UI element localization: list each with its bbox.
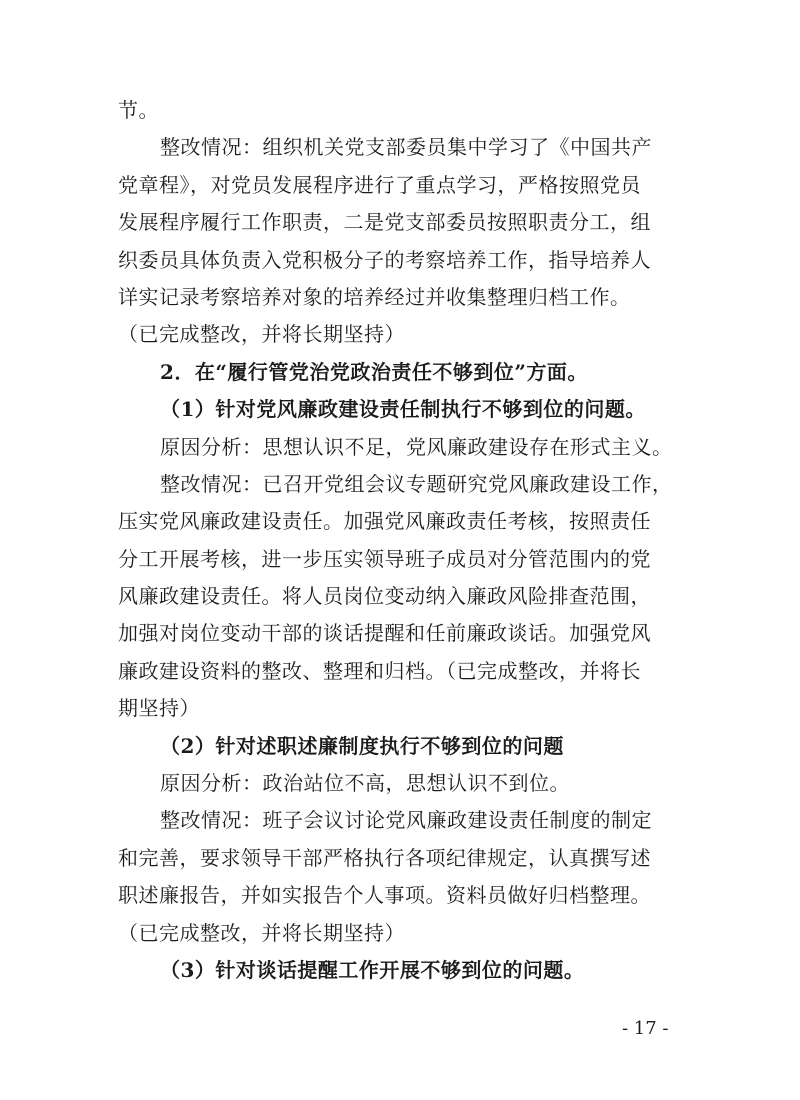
paragraph-line: 整改情况：已召开党组会议专题研究党风廉政建设工作， <box>160 471 673 496</box>
subsection-heading: （1）针对党风廉政建设责任制执行不够到位的问题。 <box>160 397 646 422</box>
paragraph-line: 整改情况：班子会议讨论党风廉政建设责任制度的制定 <box>160 808 652 833</box>
subsection-heading: （3）针对谈话提醒工作开展不够到位的问题。 <box>160 957 585 982</box>
paragraph-line: 整改情况：组织机关党支部委员集中学习了《中国共产 <box>160 135 652 160</box>
paragraph-line: 和完善，要求领导干部严格执行各项纪律规定，认真撰写述 <box>118 845 651 870</box>
paragraph-line: 发展程序履行工作职责，二是党支部委员按照职责分工，组 <box>118 210 651 235</box>
paragraph-line: 期坚持） <box>118 696 200 721</box>
section-heading: 2．在“履行管党治党政治责任不够到位”方面。 <box>160 359 588 384</box>
paragraph-line: 压实党风廉政建设责任。加强党风廉政责任考核，按照责任 <box>118 509 651 534</box>
paragraph-line: 党章程》，对党员发展程序进行了重点学习，严格按照党员 <box>118 172 641 197</box>
paragraph-line: 节。 <box>118 98 159 122</box>
page-number: - 17 - <box>622 1018 669 1039</box>
paragraph-line: （已完成整改，并将长期坚持） <box>118 920 405 945</box>
paragraph-line: 原因分析：思想认识不足，党风廉政建设存在形式主义。 <box>160 434 673 459</box>
paragraph-line: 职述廉报告，并如实报告个人事项。资料员做好归档整理。 <box>118 883 651 908</box>
paragraph-line: 分工开展考核，进一步压实领导班子成员对分管范围内的党 <box>118 546 651 571</box>
paragraph-line: （已完成整改，并将长期坚持） <box>118 322 405 347</box>
paragraph-line: 廉政建设资料的整改、整理和归档。（已完成整改，并将长 <box>118 658 641 683</box>
subsection-heading: （2）针对述职述廉制度执行不够到位的问题 <box>160 733 564 758</box>
paragraph-line: 原因分析：政治站位不高，思想认识不到位。 <box>160 771 570 796</box>
paragraph-line: 加强对岗位变动干部的谈话提醒和任前廉政谈话。加强党风 <box>118 621 651 646</box>
paragraph-line: 详实记录考察培养对象的培养经过并收集整理归档工作。 <box>118 284 631 309</box>
paragraph-line: 风廉政建设责任。将人员岗位变动纳入廉政风险排查范围， <box>118 584 651 609</box>
body-text <box>118 92 678 989</box>
paragraph-line: 织委员具体负责入党积极分子的考察培养工作，指导培养人 <box>118 247 651 272</box>
